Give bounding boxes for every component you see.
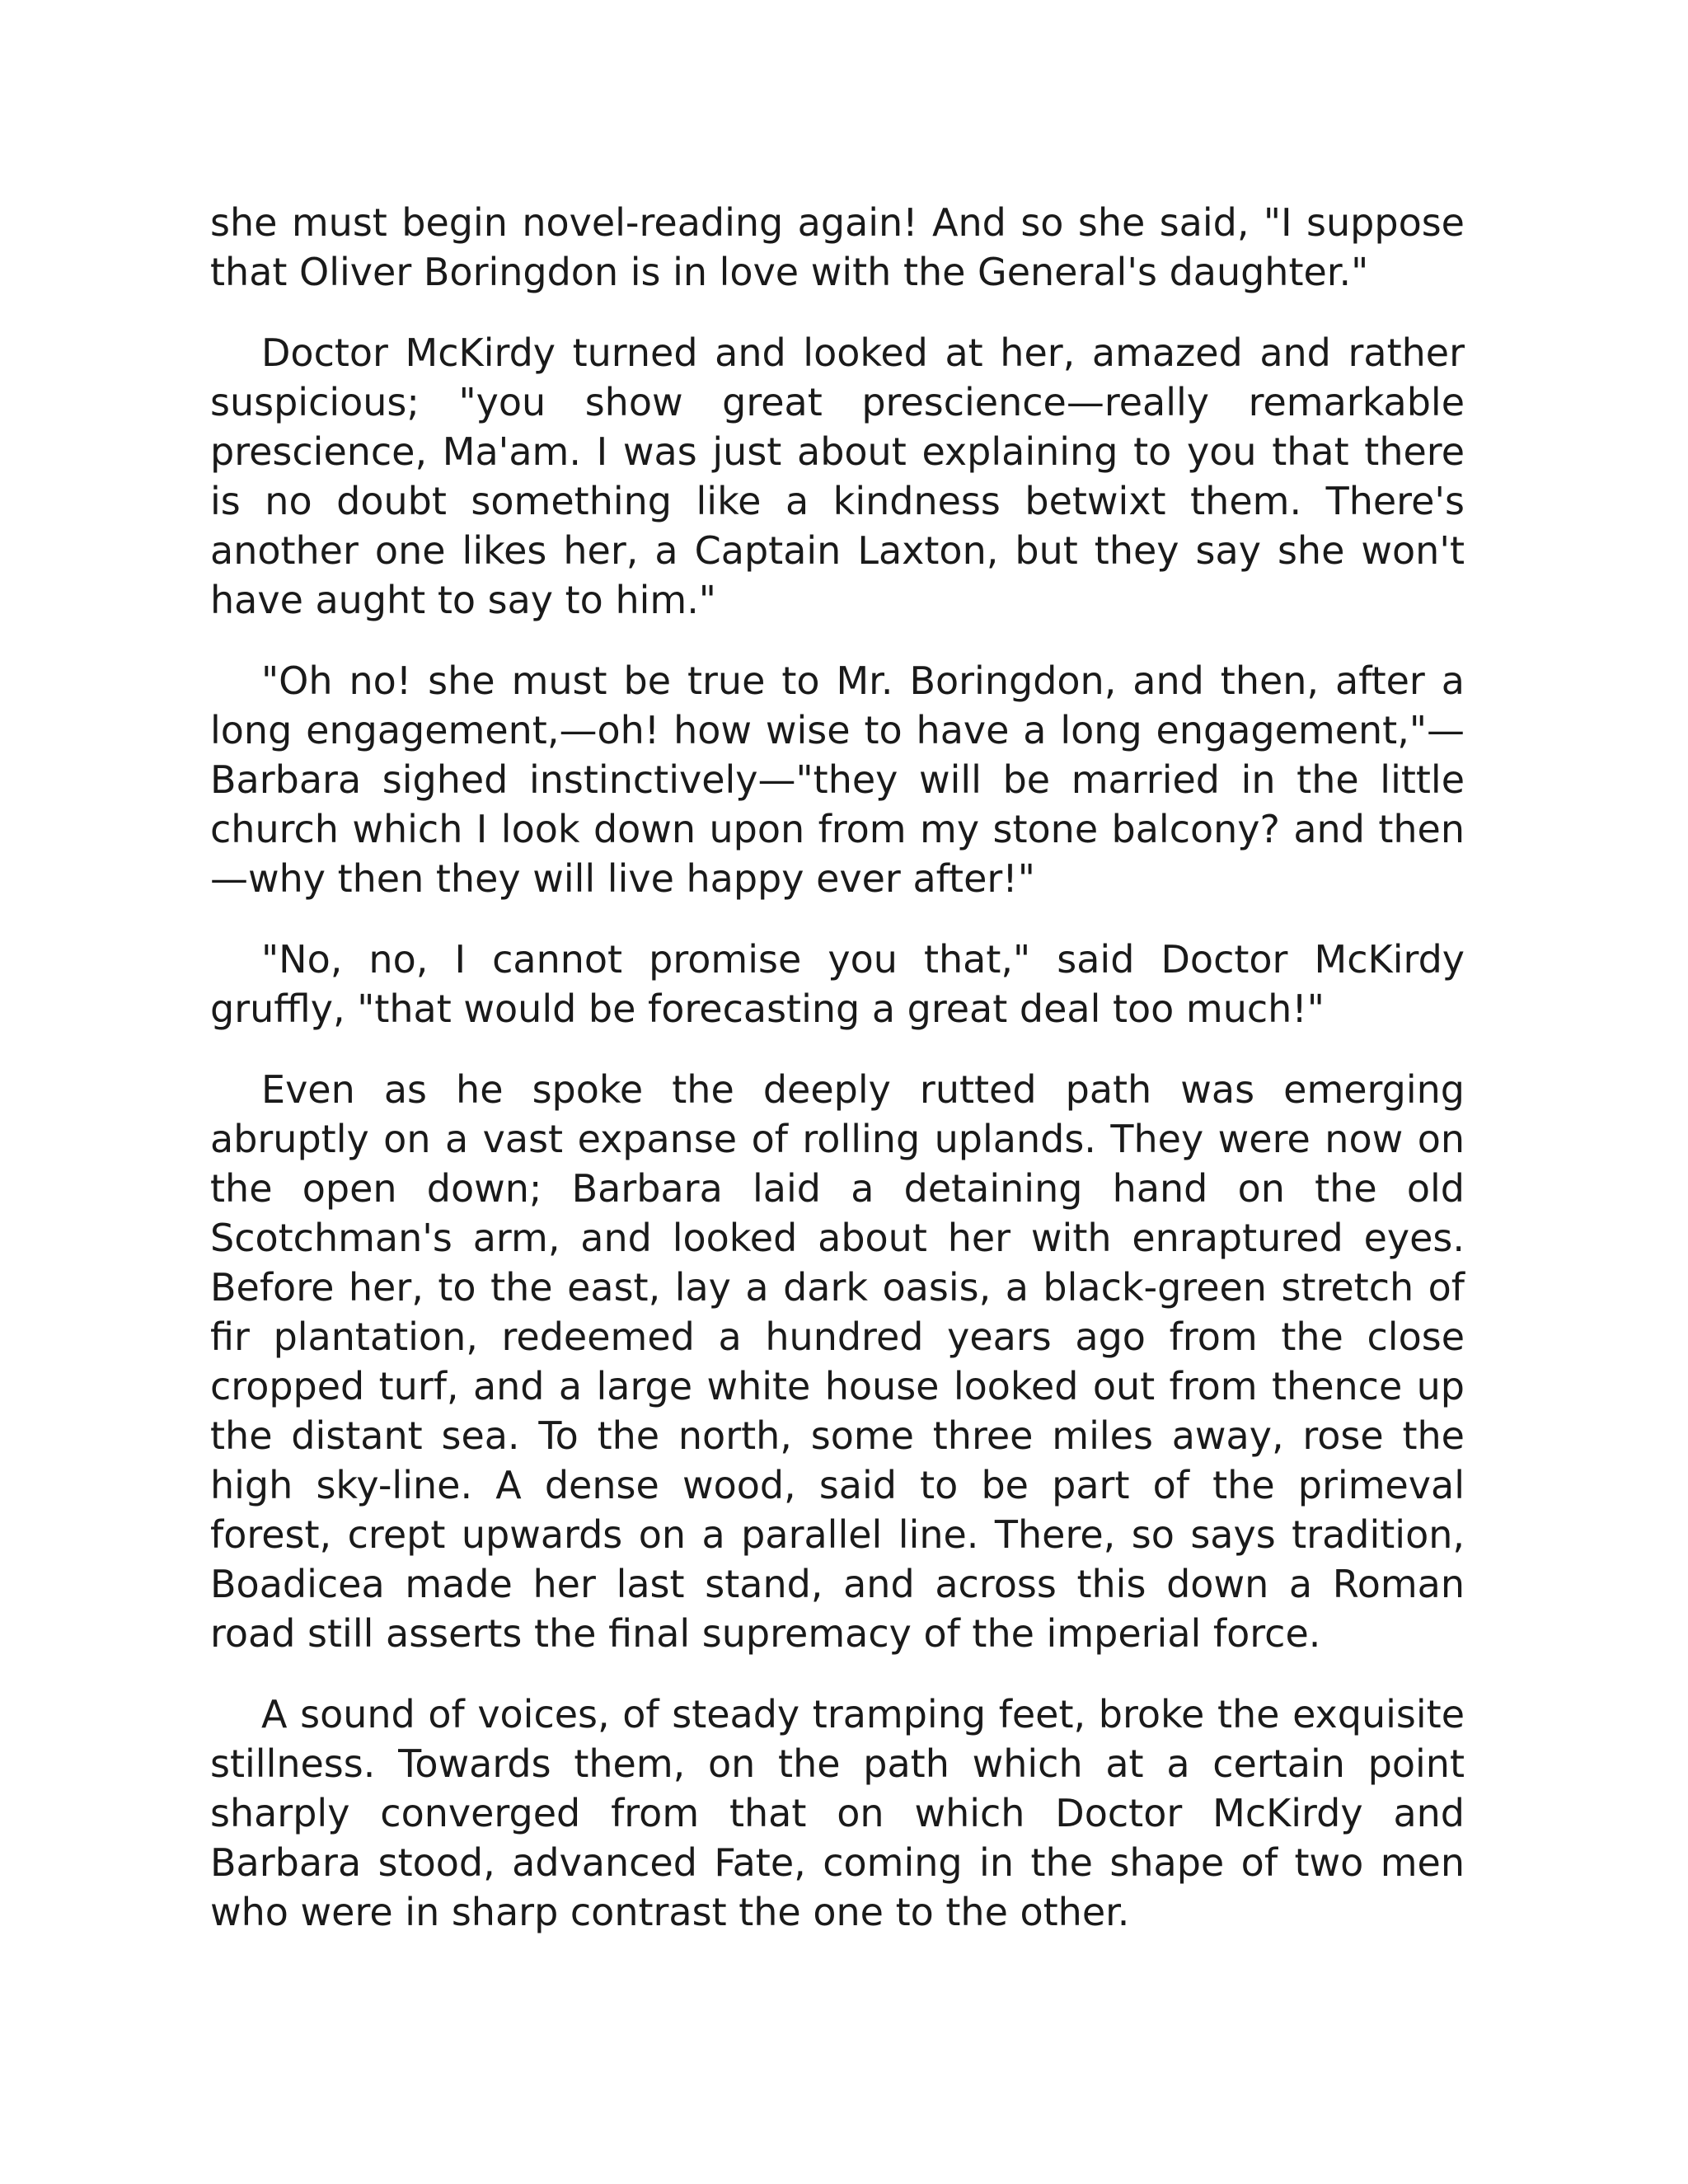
paragraph: Doctor McKirdy turned and looked at her, amazed and rather suspicious; "you show great prescience—really remarkable prescience, Ma'am. I was just about explaining to you that there is no doubt something like a kindness betwixt them. There's another one likes her, a Captain Laxton, but they say she won't have aught to say to him." [210, 330, 1465, 622]
paragraph: she must begin novel-reading again! And so she said, "I suppose that Oliver Boringdon is in love with the General's daughter." [210, 200, 1465, 294]
paragraph: Even as he spoke the deeply rutted path was emerging abruptly on a vast expanse of rolling uplands. They were now on the open down; Barbara laid a detaining hand on the old Scotchman's arm, and looked about her with enraptured eyes. Before her, to the east, lay a dark oasis, a black-green stretch of fir plantation, redeemed a hundred years ago from the close cropped turf, and a large white house looked out from thence up the distant sea. To the north, some three miles away, rose the high sky-line. A dense wood, said to be part of the primeval forest, crept upwards on a parallel line. There, so says tradition, Boadicea made her last stand, and across this down a Roman road still asserts the final supremacy of the imperial force. [210, 1067, 1465, 1656]
page-body [210, 198, 1465, 1968]
paragraph: A sound of voices, of steady tramping feet, broke the exquisite stillness. Towards them, on the path which at a certain point sharply converged from that on which Doctor McKirdy and Barbara stood, advanced Fate, coming in the shape of two men who were in sharp contrast the one to the other. [210, 1692, 1465, 1934]
paragraph: "No, no, I cannot promise you that," said Doctor McKirdy gruffly, "that would be forecasting a great deal too much!" [210, 937, 1465, 1031]
paragraph: "Oh no! she must be true to Mr. Boringdon, and then, after a long engagement,—oh! how wise to have a long engagement,"—Barbara sighed instinctively—"they will be married in the little church which I look down upon from my stone balcony? and then—why then they will live happy ever after!" [210, 658, 1465, 901]
